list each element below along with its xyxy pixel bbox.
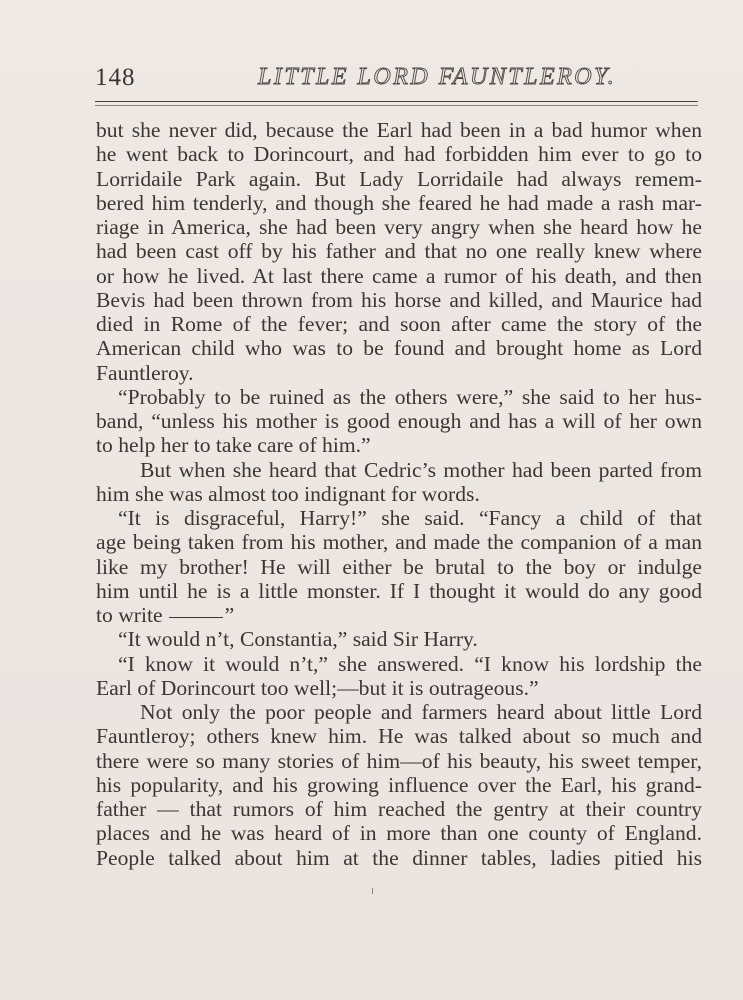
text-line: had been cast off by his father and that no one really knew where [96, 239, 702, 264]
text-line-dash [96, 603, 702, 627]
text-fragment: to write [96, 603, 163, 627]
print-speck [372, 888, 373, 894]
text-line: Earl of Dorincourt too well;—but it is outrageous.” [96, 675, 539, 700]
text-line: Not only the poor people and farmers heard about little Lord [140, 700, 702, 724]
text-line: “It is disgraceful, Harry!” she said. “Fancy a child of that [118, 506, 702, 530]
body-text [96, 118, 702, 870]
text-line: father — that rumors of him reached the gentry at their country [96, 797, 702, 821]
text-line: “Probably to be ruined as the others were,” she said to her hus- [118, 384, 702, 409]
em-dash-rule [169, 617, 223, 618]
text-line: Fauntleroy; others knew him. He was talked about so much and [96, 724, 702, 749]
text-line: Fauntleroy. [96, 360, 194, 385]
text-line: “I know it would n’t,” she answered. “I know his lordship the [118, 651, 702, 676]
text-line: or how he lived. At last there came a rumor of his death, and then [96, 263, 702, 288]
text-line: band, “unless his mother is good enough and has a will of her own [96, 409, 702, 433]
text-line: People talked about him at the dinner tables, ladies pitied his [96, 845, 702, 870]
text-line: him until he is a little monster. If I thought it would do any good [96, 578, 702, 603]
text-line: but she never did, because the Earl had been in a bad humor when [96, 118, 702, 142]
header-rule-thin [95, 105, 698, 106]
running-head [95, 64, 705, 104]
page-number: 148 [95, 64, 136, 91]
text-line: “It would n’t, Constantia,” said Sir Harry. [118, 627, 478, 652]
text-line: age being taken from his mother, and made the companion of a man [96, 530, 702, 555]
text-line: Bevis had been thrown from his horse and killed, and Maurice had [96, 287, 702, 312]
text-line: riage in America, she had been very angry when she heard how he [96, 215, 702, 239]
text-line: there were so many stories of him—of his beauty, his sweet temper, [96, 748, 702, 773]
text-line: like my brother! He will either be brutal to the boy or indulge [96, 554, 702, 579]
text-line: him she was almost too indignant for words. [96, 481, 480, 506]
text-line: American child who was to be found and brought home as Lord [96, 336, 702, 361]
text-line: places and he was heard of in more than one county of England. [96, 821, 702, 846]
text-line: But when she heard that Cedric’s mother had been parted from [140, 457, 702, 482]
header-rule [95, 101, 698, 102]
text-line: Lorridaile Park again. But Lady Lorridaile had always remem- [96, 166, 702, 191]
closing-quote: ” [224, 603, 235, 627]
text-line: he went back to Dorincourt, and had forbidden him ever to go to [96, 142, 702, 167]
text-line: bered him tenderly, and though she feared he had made a rash mar- [96, 190, 702, 215]
text-line: his popularity, and his growing influence over the Earl, his grand- [96, 772, 702, 797]
book-title: LITTLE LORD FAUNTLEROY. [258, 64, 617, 90]
text-line: died in Rome of the fever; and soon after came the story of the [96, 312, 702, 336]
text-line: to help her to take care of him.” [96, 433, 371, 458]
